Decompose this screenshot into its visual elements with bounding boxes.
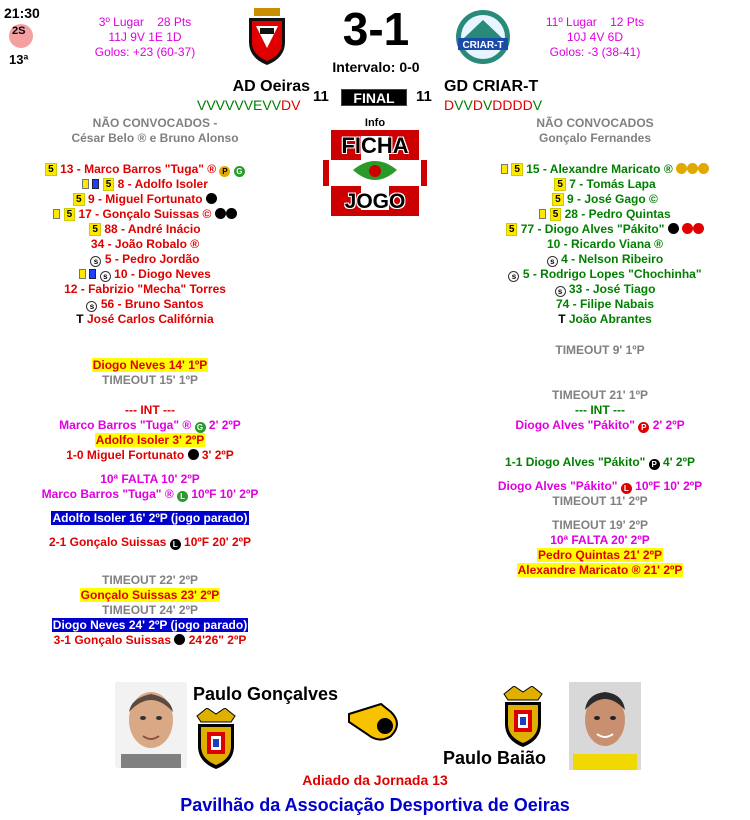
- home-not-called-names: César Belo ® e Bruno Alonso: [71, 131, 239, 145]
- away-pts: 12 Pts: [610, 15, 645, 29]
- substitute-icon: s: [86, 301, 97, 312]
- away-stats: [520, 15, 670, 60]
- referee2-association-crest-icon: [500, 686, 546, 748]
- list-item[interactable]: 12 - Fabrizio "Mecha" Torres: [64, 282, 226, 296]
- away-players-count: 11: [416, 88, 432, 105]
- referee1-name[interactable]: Paulo Gonçalves: [193, 684, 339, 704]
- event-timeout[interactable]: TIMEOUT 24' 2ºP: [102, 603, 198, 617]
- list-item[interactable]: T João Abrantes: [558, 312, 652, 326]
- goal-ball-icon: [174, 634, 185, 645]
- list-item[interactable]: s 56 - Bruno Santos: [0, 297, 290, 312]
- list-item[interactable]: 5 13 - Marco Barros "Tuga" ® P G: [0, 162, 290, 177]
- list-item[interactable]: 5 28 - Pedro Quintas: [460, 207, 750, 222]
- number-badge-icon: 5: [550, 208, 562, 221]
- stats-icon: [698, 163, 709, 174]
- list-item[interactable]: 5 17 - Gonçalo Suissas ©: [0, 207, 290, 222]
- event-card-blue[interactable]: Adolfo Isoler 16' 2ºP (jogo parado): [52, 511, 248, 525]
- substitute-icon: s: [555, 286, 566, 297]
- event-item[interactable]: Marco Barros "Tuga" ® G 2' 2ºP: [59, 418, 241, 432]
- goal-ball-icon: [206, 193, 217, 204]
- foul-icon: [693, 223, 704, 234]
- number-badge-icon: 5: [103, 178, 115, 191]
- foul-icon: [682, 223, 693, 234]
- blue-card-icon: [92, 179, 99, 189]
- away-form-d3: DDDD: [492, 97, 533, 113]
- event-card[interactable]: Pedro Quintas 21' 2ºP: [538, 548, 662, 562]
- event-goal[interactable]: 1-0 Miguel Fortunato 3' 2ºP: [66, 448, 234, 462]
- list-item[interactable]: 34 - João Robalo ®: [90, 237, 200, 251]
- home-roster: [0, 162, 290, 327]
- home-crest-icon[interactable]: [246, 8, 288, 66]
- away-record: 10J 4V 6D: [566, 30, 624, 44]
- referee2-photo-avatar: [569, 682, 641, 770]
- green-card-icon: G: [195, 422, 206, 433]
- away-not-called-names: Gonçalo Fernandes: [538, 131, 652, 145]
- away-form-v1: VV: [454, 97, 473, 113]
- event-item[interactable]: Diogo Alves "Pákito" P 2' 2ºP: [515, 418, 685, 432]
- foul-count-icon: L: [621, 483, 632, 494]
- list-item[interactable]: 5 15 - Alexandre Maricato ®: [460, 162, 750, 177]
- list-item[interactable]: s 5 - Pedro Jordão: [0, 252, 290, 267]
- home-not-called: [30, 116, 280, 146]
- home-form-wins: VVVVVVEVV: [197, 97, 282, 113]
- info-label: Info: [364, 117, 386, 129]
- home-record: 11J 9V 1E 1D: [108, 30, 182, 44]
- ficha-jogo-logo[interactable]: [323, 130, 427, 216]
- list-item[interactable]: T José Carlos Califórnia: [76, 312, 214, 326]
- substitute-icon: s: [547, 256, 558, 267]
- away-not-called: [470, 116, 720, 146]
- weekday-badge-text: 2S: [12, 25, 26, 37]
- number-badge-icon: 5: [89, 223, 101, 236]
- away-not-called-title: NÃO CONVOCADOS: [536, 116, 654, 130]
- event-timeout[interactable]: TIMEOUT 21' 1ºP: [552, 388, 648, 402]
- event-foul[interactable]: 10ª FALTA 20' 2ºP: [550, 533, 650, 547]
- away-form-d1: D: [444, 97, 455, 113]
- blue-card-icon: [89, 269, 96, 279]
- list-item[interactable]: 5 8 - Adolfo Isoler: [0, 177, 290, 192]
- list-item[interactable]: s 10 - Diogo Neves: [0, 267, 290, 282]
- yellow-card-icon: [79, 269, 86, 279]
- whistle-icon: [345, 700, 405, 744]
- away-team-name[interactable]: GD CRIAR-T: [444, 78, 539, 95]
- ficha-text: FICHA: [341, 133, 409, 158]
- list-item[interactable]: 10 - Ricardo Viana ®: [547, 237, 663, 251]
- yellow-card-icon: [53, 209, 60, 219]
- number-badge-icon: 5: [552, 193, 564, 206]
- list-item[interactable]: s 5 - Rodrigo Lopes "Chochinha": [460, 267, 750, 282]
- home-team-name[interactable]: AD Oeiras: [232, 78, 310, 95]
- home-goals: Golos: +23 (60-37): [94, 45, 196, 59]
- event-foul[interactable]: 10ª FALTA 10' 2ºP: [100, 472, 200, 486]
- event-card[interactable]: Diogo Neves 14' 1ºP: [92, 358, 208, 372]
- svg-text:CRIAR-T: CRIAR-T: [462, 40, 504, 51]
- event-item[interactable]: Diogo Alves "Pákito" L 10ºF 10' 2ºP: [497, 479, 703, 493]
- event-timeout[interactable]: TIMEOUT 22' 2ºP: [102, 573, 198, 587]
- number-badge-icon: 5: [506, 223, 518, 236]
- event-card[interactable]: Gonçalo Suissas 23' 2ºP: [80, 588, 220, 602]
- event-card[interactable]: Alexandre Maricato ® 21' 2ºP: [517, 563, 683, 577]
- away-rank: 11º Lugar: [545, 15, 597, 29]
- footer-note: Adiado da Jornada 13: [302, 772, 448, 788]
- event-card-blue[interactable]: Diogo Neves 24' 2ºP (jogo parado): [52, 618, 248, 632]
- home-not-called-title: NÃO CONVOCADOS -: [92, 116, 218, 130]
- list-item[interactable]: 5 88 - André Inácio: [0, 222, 290, 237]
- away-goals: Golos: -3 (38-41): [549, 45, 641, 59]
- stats-icon: [687, 163, 698, 174]
- home-form-last: DV: [281, 97, 301, 113]
- goal-ball-icon: [668, 223, 679, 234]
- goal-ball-icon: [226, 208, 237, 219]
- substitute-icon: s: [100, 271, 111, 282]
- weekday-badge: [9, 24, 33, 48]
- foul-count-icon: L: [177, 491, 188, 502]
- home-events: [0, 358, 300, 648]
- event-goal[interactable]: 2-1 Gonçalo Suissas L 10ºF 20' 2ºP: [48, 535, 252, 549]
- home-pts: 28 Pts: [157, 15, 192, 29]
- halftime-score: Intervalo: 0-0: [332, 59, 420, 75]
- home-stats: [70, 15, 220, 60]
- event-goal[interactable]: 3-1 Gonçalo Suissas 24'26" 2ºP: [53, 633, 247, 647]
- score: 3-1: [342, 3, 410, 55]
- list-item[interactable]: s 33 - José Tiago: [460, 282, 750, 297]
- stats-icon: [676, 163, 687, 174]
- away-roster: [460, 162, 750, 327]
- event-interval: --- INT ---: [575, 403, 625, 417]
- referee2-name[interactable]: Paulo Baião: [443, 748, 547, 768]
- away-events: [450, 343, 750, 578]
- list-item[interactable]: s 4 - Nelson Ribeiro: [460, 252, 750, 267]
- number-badge-icon: 5: [73, 193, 85, 206]
- away-form-d2: D: [472, 97, 483, 113]
- penalty-goal-icon: P: [649, 459, 660, 470]
- number-badge-icon: 5: [45, 163, 57, 176]
- jogo-text: JOGO: [344, 190, 406, 213]
- away-crest-icon[interactable]: [452, 8, 514, 66]
- round-number: 13ª: [9, 52, 29, 67]
- venue-name[interactable]: Pavilhão da Associação Desportiva de Oeiras: [180, 795, 570, 815]
- event-goal[interactable]: 1-1 Diogo Alves "Pákito" P 4' 2ºP: [505, 455, 695, 469]
- referee1-association-crest-icon: [193, 708, 239, 770]
- event-card[interactable]: Adolfo Isoler 3' 2ºP: [95, 433, 205, 447]
- number-badge-icon: 5: [511, 163, 523, 176]
- home-players-count: 11: [313, 88, 329, 105]
- home-form: [197, 97, 301, 113]
- substitute-icon: s: [508, 271, 519, 282]
- home-rank: 3º Lugar: [98, 15, 144, 29]
- event-timeout[interactable]: TIMEOUT 15' 1ºP: [102, 373, 198, 387]
- event-interval: --- INT ---: [125, 403, 175, 417]
- event-timeout[interactable]: TIMEOUT 11' 2ºP: [552, 494, 648, 508]
- away-form-v2: V: [482, 97, 493, 113]
- list-item[interactable]: 5 9 - Miguel Fortunato: [0, 192, 290, 207]
- match-status: FINAL: [341, 89, 407, 106]
- event-item[interactable]: Marco Barros "Tuga" ® L 10ºF 10' 2ºP: [41, 487, 259, 501]
- goal-ball-icon: [215, 208, 226, 219]
- number-badge-icon: 5: [64, 208, 76, 221]
- number-badge-icon: 5: [554, 178, 566, 191]
- list-item[interactable]: 5 9 - José Gago ©: [460, 192, 750, 207]
- away-form-v3: V: [532, 97, 543, 113]
- list-item[interactable]: 5 77 - Diogo Alves "Pákito": [460, 222, 750, 237]
- foul-count-icon: L: [170, 539, 181, 550]
- list-item[interactable]: 74 - Filipe Nabais: [555, 297, 655, 311]
- substitute-icon: s: [90, 256, 101, 267]
- coach-icon: T: [76, 312, 84, 326]
- event-timeout[interactable]: TIMEOUT 19' 2ºP: [552, 518, 648, 532]
- coach-icon: T: [558, 312, 566, 326]
- yellow-card-icon: [539, 209, 546, 219]
- yellow-card-icon: [82, 179, 89, 189]
- green-card-icon: G: [234, 166, 245, 177]
- match-time: 21:30: [4, 5, 40, 21]
- referee1-photo-avatar: [115, 682, 187, 768]
- event-timeout[interactable]: TIMEOUT 9' 1ºP: [555, 343, 645, 357]
- goal-ball-icon: [188, 449, 199, 460]
- penalty-icon: P: [219, 166, 230, 177]
- penalty-icon: P: [638, 422, 649, 433]
- list-item[interactable]: 5 7 - Tomás Lapa: [460, 177, 750, 192]
- away-form: [444, 97, 542, 113]
- yellow-card-icon: [501, 164, 508, 174]
